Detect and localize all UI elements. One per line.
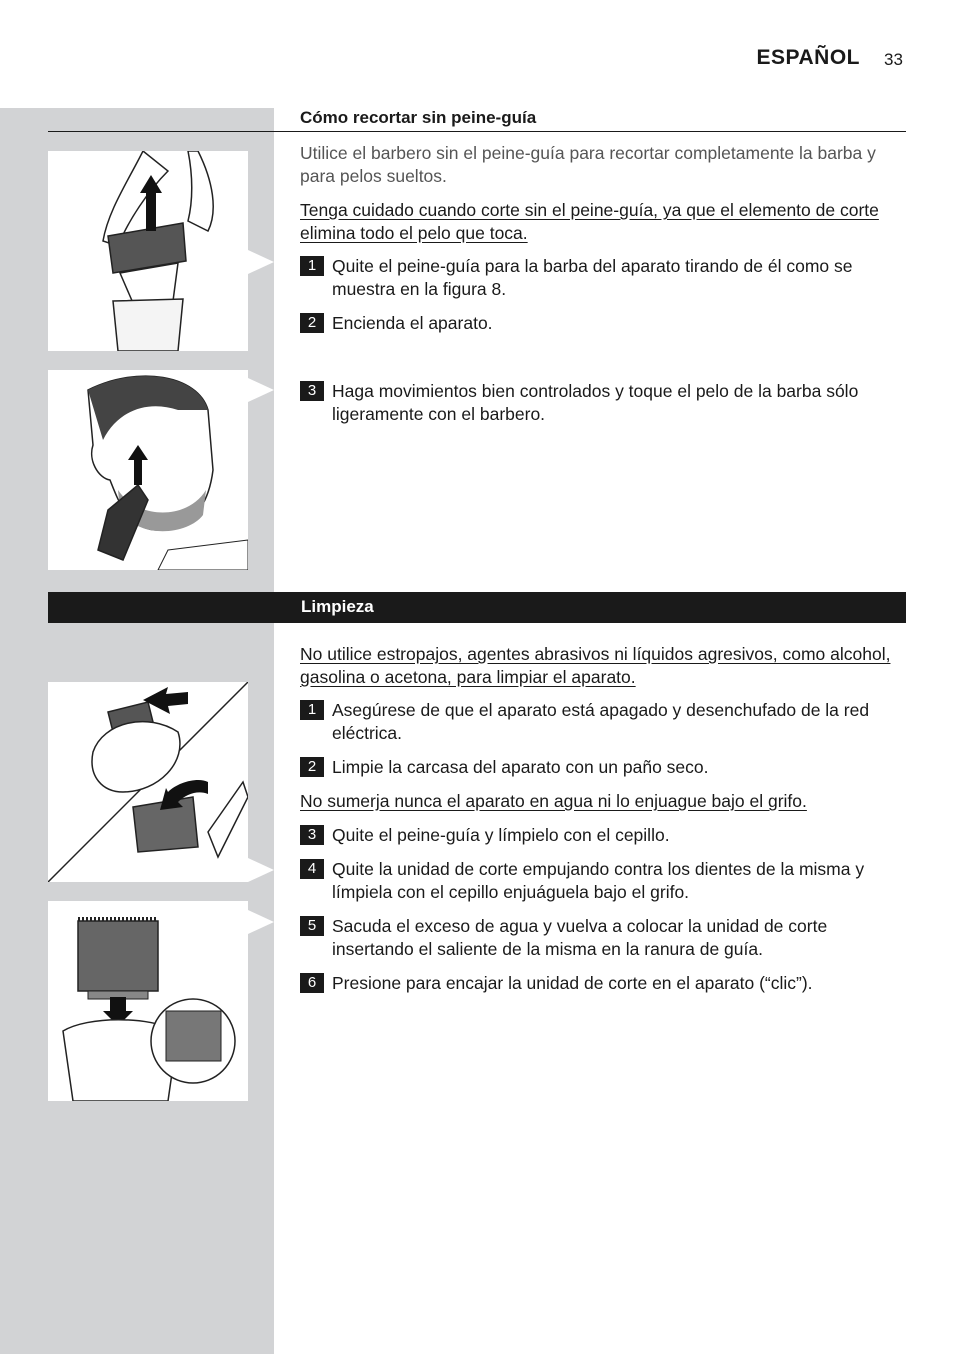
step-item <box>300 699 906 745</box>
insert-cutter-illustration-icon <box>48 901 248 1101</box>
step-item <box>300 824 906 847</box>
step-number: 5 <box>300 916 324 936</box>
step-number: 3 <box>300 381 324 401</box>
trimming-beard-illustration-icon <box>48 370 248 570</box>
warning-paragraph: No sumerja nunca el aparato en agua ni lo enjuague bajo el grifo. <box>300 791 807 811</box>
step-text: Quite el peine-guía para la barba del aparato tirando de él como se muestra en la figura 8. <box>332 256 853 299</box>
page-language-header: ESPAÑOL <box>756 46 860 69</box>
figure-pointer <box>248 910 274 934</box>
page-number: 33 <box>884 50 903 69</box>
step-item <box>300 255 906 301</box>
step-text: Encienda el aparato. <box>332 313 493 333</box>
step-item <box>300 312 906 335</box>
figure-pointer <box>248 378 274 402</box>
figure-pointer <box>248 858 274 882</box>
step-text: Limpie la carcasa del aparato con un paño seco. <box>332 757 709 777</box>
step-item <box>300 756 906 779</box>
step-number: 1 <box>300 700 324 720</box>
step-item <box>300 380 906 426</box>
cleaning-illustration-icon <box>48 682 248 882</box>
remove-comb-illustration-icon <box>48 151 248 351</box>
step-item <box>300 915 906 961</box>
intro-paragraph: Utilice el barbero sin el peine-guía para recortar completamente la barba y para pelos sueltos. <box>300 143 876 186</box>
step-text: Haga movimientos bien controlados y toque el pelo de la barba sólo ligeramente con el barbero. <box>332 381 859 424</box>
step-number: 2 <box>300 313 324 333</box>
step-number: 6 <box>300 973 324 993</box>
step-text: Quite el peine-guía y límpielo con el cepillo. <box>332 825 670 845</box>
step-number: 3 <box>300 825 324 845</box>
step-number: 2 <box>300 757 324 777</box>
step-text: Asegúrese de que el aparato está apagado y desenchufado de la red eléctrica. <box>332 700 870 743</box>
step-number: 4 <box>300 859 324 879</box>
step-text: Sacuda el exceso de agua y vuelva a colocar la unidad de corte insertando el saliente de la misma en la ranura de guía. <box>332 916 828 959</box>
section-rule <box>48 131 906 132</box>
step-item <box>300 858 906 904</box>
section-title-cleaning: Limpieza <box>301 597 374 616</box>
step-text: Presione para encajar la unidad de corte en el aparato (“clic”). <box>332 973 813 993</box>
section-bar-cleaning <box>48 592 906 623</box>
warning-paragraph: Tenga cuidado cuando corte sin el peine-guía, ya que el elemento de corte elimina todo el pelo que toca. <box>300 200 879 243</box>
warning-paragraph: No utilice estropajos, agentes abrasivos ni líquidos agresivos, como alcohol, gasolina o acetona, para limpiar el aparato. <box>300 644 891 687</box>
step-text: Quite la unidad de corte empujando contra los dientes de la misma y límpiela con el cepillo enjuáguela bajo el grifo. <box>332 859 865 902</box>
figure-pointer <box>248 250 274 274</box>
step-number: 1 <box>300 256 324 276</box>
section-title-trim-without-comb: Cómo recortar sin peine-guía <box>300 108 537 127</box>
step-item <box>300 972 906 995</box>
